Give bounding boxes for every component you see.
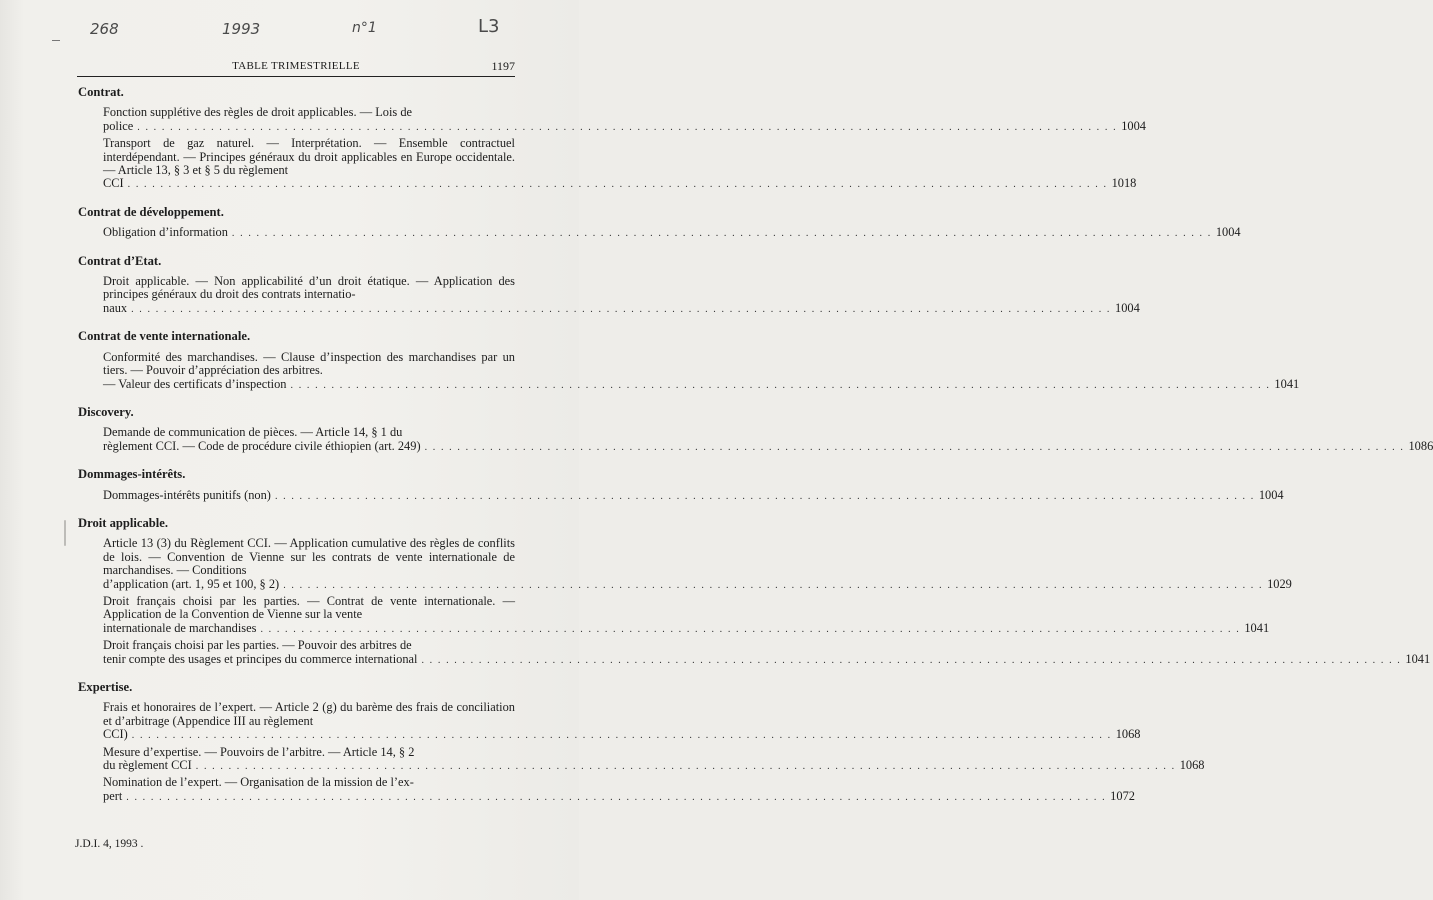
- index-section: [75, 404, 1433, 454]
- section-heading: Discovery.: [78, 404, 134, 419]
- entry-last-line: [103, 376, 1300, 392]
- entry-page-number: 1068: [1179, 758, 1205, 773]
- entry-text: Article 13 (3) du Règlement CCI. — Application cumulative des règles de conflits de lois. — Convention de Vienne sur les contrats de vente internationale de marchandises. — Conditions: [103, 536, 515, 578]
- index-entry: [103, 775, 1135, 804]
- entry-last-line: [103, 300, 1140, 316]
- index-section: [75, 204, 1241, 241]
- index-content: [75, 85, 1433, 818]
- entry-page-number: 1018: [1111, 176, 1137, 191]
- entry-page-number: 1004: [1215, 225, 1241, 240]
- dot-leader: . . . . . . . . . . . . . . . . . . . . . . . . . . . . . . . . . . . . . . . . . . . . . . . . . . . . . . . . . . . . . . . . . . . . . . . . . . . . . . . . . . . . . . . . . . . . . . . . . . . . . . . . . . . . . . . . . . . . . . . .: [195, 761, 1176, 773]
- index-section: [75, 85, 1146, 192]
- entry-page-number: 1041: [1405, 651, 1431, 666]
- entry-text-end: du règlement CCI: [103, 758, 192, 773]
- index-entry: [103, 425, 1433, 454]
- entry-last-line: [103, 118, 1146, 134]
- handwritten-note-year: 1993: [222, 20, 261, 38]
- handwritten-note-issue: n°1: [352, 20, 377, 36]
- entry-text: Nomination de l’expert. — Organisation de la mission de l’ex-: [103, 775, 414, 790]
- index-entry: [103, 274, 1140, 316]
- entry-text: Demande de communication de pièces. — Article 14, § 1 du: [103, 425, 403, 440]
- section-heading: Contrat de vente internationale.: [78, 329, 251, 344]
- entry-last-line: [103, 651, 1431, 667]
- dot-leader: . . . . . . . . . . . . . . . . . . . . . . . . . . . . . . . . . . . . . . . . . . . . . . . . . . . . . . . . . . . . . . . . . . . . . . . . . . . . . . . . . . . . . . . . . . . . . . . . . . . . . . . . . . . . . . . . . . . . . . . .: [131, 303, 1111, 315]
- dot-leader: . . . . . . . . . . . . . . . . . . . . . . . . . . . . . . . . . . . . . . . . . . . . . . . . . . . . . . . . . . . . . . . . . . . . . . . . . . . . . . . . . . . . . . . . . . . . . . . . . . . . . . . . . . . . . . . . . . . . . . . .: [290, 379, 1271, 391]
- dot-leader: . . . . . . . . . . . . . . . . . . . . . . . . . . . . . . . . . . . . . . . . . . . . . . . . . . . . . . . . . . . . . . . . . . . . . . . . . . . . . . . . . . . . . . . . . . . . . . . . . . . . . . . . . . . . . . . . . . . . . . . .: [421, 654, 1402, 666]
- entry-page-number: 1004: [1115, 300, 1140, 315]
- dot-leader: . . . . . . . . . . . . . . . . . . . . . . . . . . . . . . . . . . . . . . . . . . . . . . . . . . . . . . . . . . . . . . . . . . . . . . . . . . . . . . . . . . . . . . . . . . . . . . . . . . . . . . . . . . . . . . . . . . . . . . . .: [127, 179, 1108, 191]
- entry-text-end: police: [103, 118, 134, 133]
- header-page-number: 1197: [491, 59, 515, 73]
- dot-leader: . . . . . . . . . . . . . . . . . . . . . . . . . . . . . . . . . . . . . . . . . . . . . . . . . . . . . . . . . . . . . . . . . . . . . . . . . . . . . . . . . . . . . . . . . . . . . . . . . . . . . . . . . . . . . . . . . . . . . . . .: [260, 623, 1241, 635]
- running-header: [77, 60, 515, 77]
- header-title: TABLE TRIMESTRIELLE: [232, 60, 360, 72]
- entry-last-line: [103, 225, 1241, 240]
- entry-text-end: tenir compte des usages et principes du commerce international: [103, 651, 418, 666]
- dot-leader: . . . . . . . . . . . . . . . . . . . . . . . . . . . . . . . . . . . . . . . . . . . . . . . . . . . . . . . . . . . . . . . . . . . . . . . . . . . . . . . . . . . . . . . . . . . . . . . . . . . . . . . . . . . . . . . . . . . . . . . .: [131, 730, 1112, 742]
- entry-last-line: [103, 438, 1433, 454]
- dot-leader: . . . . . . . . . . . . . . . . . . . . . . . . . . . . . . . . . . . . . . . . . . . . . . . . . . . . . . . . . . . . . . . . . . . . . . . . . . . . . . . . . . . . . . . . . . . . . . . . . . . . . . . . . . . . . . . . . . . . . . . .: [283, 579, 1264, 591]
- scan-mark: [64, 520, 66, 546]
- section-heading: Contrat d’Etat.: [78, 253, 162, 268]
- handwritten-note-code: L3: [478, 16, 500, 37]
- entry-last-line: [103, 620, 1270, 636]
- index-entry: [103, 638, 1431, 667]
- entry-page-number: 1029: [1267, 576, 1292, 591]
- entry-page-number: 1004: [1258, 487, 1284, 502]
- entry-page-number: 1041: [1274, 376, 1300, 391]
- dot-leader: . . . . . . . . . . . . . . . . . . . . . . . . . . . . . . . . . . . . . . . . . . . . . . . . . . . . . . . . . . . . . . . . . . . . . . . . . . . . . . . . . . . . . . . . . . . . . . . . . . . . . . . . . . . . . . . . . . . . . . . .: [424, 441, 1405, 453]
- section-heading: Contrat de développement.: [78, 204, 224, 219]
- entry-text: Mesure d’expertise. — Pouvoirs de l’arbitre. — Article 14, § 2: [103, 744, 415, 759]
- entry-text-end: naux: [103, 300, 128, 315]
- dot-leader: . . . . . . . . . . . . . . . . . . . . . . . . . . . . . . . . . . . . . . . . . . . . . . . . . . . . . . . . . . . . . . . . . . . . . . . . . . . . . . . . . . . . . . . . . . . . . . . . . . . . . . . . . . . . . . . . . . . . . . . .: [231, 228, 1212, 240]
- index-entry: [103, 225, 1241, 240]
- entry-last-line: [103, 727, 1141, 742]
- entry-text-end: Obligation d’information: [103, 225, 228, 240]
- index-section: [75, 515, 1431, 667]
- entry-page-number: 1072: [1110, 788, 1135, 803]
- entry-text: Droit français choisi par les parties. — Contrat de vente internationale. — Application de la Convention de Vienne sur la vente: [103, 593, 515, 622]
- pen-mark: [52, 40, 60, 41]
- entry-text-end: Dommages-intérêts punitifs (non): [103, 487, 271, 502]
- entry-text: Droit applicable. — Non applicabilité d’un droit étatique. — Application des principes généraux du droit des contrats internatio-: [103, 274, 515, 302]
- section-heading: Contrat.: [78, 85, 124, 99]
- index-section: [75, 467, 1284, 503]
- entry-last-line: [103, 176, 1137, 191]
- entry-text: Transport de gaz naturel. — Interprétation. — Ensemble contractuel interdépendant. — Principes généraux du droit applicables en Europe occidentale. — Article 13, § 3 et § 5 du règlement: [103, 136, 515, 178]
- section-heading: Dommages-intérêts.: [78, 467, 186, 482]
- entry-last-line: [103, 576, 1292, 592]
- index-entry: [103, 700, 1141, 742]
- index-section: [75, 680, 1205, 804]
- index-entry: [103, 136, 1137, 192]
- entry-text-end: internationale de marchandises: [103, 620, 257, 635]
- entry-text: Frais et honoraires de l’expert. — Article 2 (g) du barème des frais de conciliation et d’arbitrage (Appendice III au règlement: [103, 700, 515, 728]
- index-entry: [103, 105, 1146, 134]
- section-heading: Droit applicable.: [78, 515, 169, 530]
- handwritten-note-number: 268: [90, 20, 119, 38]
- entry-page-number: 1068: [1115, 727, 1141, 742]
- entry-text-end: CCI): [103, 727, 128, 742]
- index-entry: [103, 349, 1300, 392]
- entry-page-number: 1086: [1408, 438, 1433, 453]
- dot-leader: . . . . . . . . . . . . . . . . . . . . . . . . . . . . . . . . . . . . . . . . . . . . . . . . . . . . . . . . . . . . . . . . . . . . . . . . . . . . . . . . . . . . . . . . . . . . . . . . . . . . . . . . . . . . . . . . . . . . . . . .: [126, 791, 1107, 803]
- index-section: [75, 329, 1300, 392]
- entry-last-line: [103, 758, 1205, 773]
- entry-text: Fonction supplétive des règles de droit applicables. — Lois de: [103, 105, 413, 120]
- section-heading: Expertise.: [78, 680, 133, 694]
- entry-page-number: 1004: [1121, 118, 1146, 133]
- entry-text-end: règlement CCI. — Code de procédure civile éthiopien (art. 249): [103, 438, 421, 453]
- entry-text-end: pert: [103, 788, 123, 803]
- index-entry: [103, 487, 1284, 503]
- index-section: [75, 253, 1140, 317]
- entry-text: Conformité des marchandises. — Clause d’inspection des marchandises par un tiers. — Pouvoir d’appréciation des arbitres.: [103, 349, 515, 378]
- entry-last-line: [103, 487, 1284, 503]
- entry-page-number: 1041: [1244, 620, 1270, 635]
- index-entry: [103, 593, 1270, 636]
- entry-text-end: CCI: [103, 176, 124, 191]
- entry-last-line: [103, 788, 1135, 804]
- dot-leader: . . . . . . . . . . . . . . . . . . . . . . . . . . . . . . . . . . . . . . . . . . . . . . . . . . . . . . . . . . . . . . . . . . . . . . . . . . . . . . . . . . . . . . . . . . . . . . . . . . . . . . . . . . . . . . . . . . . . . . . .: [137, 121, 1118, 133]
- footer-citation: J.D.I. 4, 1993 .: [75, 838, 144, 850]
- index-entry: [103, 744, 1205, 774]
- entry-text: Droit français choisi par les parties. — Pouvoir des arbitres de: [103, 638, 412, 653]
- dot-leader: . . . . . . . . . . . . . . . . . . . . . . . . . . . . . . . . . . . . . . . . . . . . . . . . . . . . . . . . . . . . . . . . . . . . . . . . . . . . . . . . . . . . . . . . . . . . . . . . . . . . . . . . . . . . . . . . . . . . . . . .: [274, 490, 1255, 502]
- index-entry: [103, 536, 1292, 592]
- entry-text-end: — Valeur des certificats d’inspection: [103, 376, 287, 391]
- entry-text-end: d’application (art. 1, 95 et 100, § 2): [103, 576, 280, 591]
